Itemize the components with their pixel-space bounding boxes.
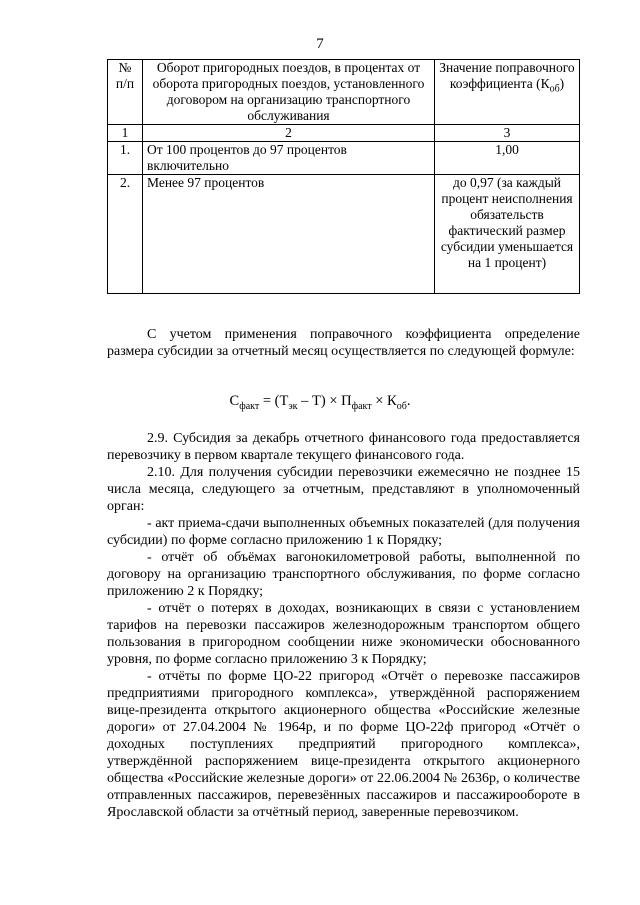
row-num: 2. bbox=[108, 175, 143, 294]
table-header-row bbox=[108, 60, 580, 125]
coefficient-table bbox=[107, 59, 580, 294]
list-item: - отчёт об объёмах вагонокилометровой работы, выполненной по договору на организацию транспортного обслуживания, по форме согласно приложению 2 к Порядку; bbox=[107, 550, 580, 599]
list-item: - акт приема-сдачи выполненных объемных показателей (для получения субсидии) по форме согласно приложению 1 к Порядку; bbox=[107, 516, 580, 548]
formula-eq: = (Т bbox=[259, 393, 289, 409]
formula-c: С bbox=[229, 393, 240, 409]
formula-k-sub: об bbox=[396, 400, 407, 412]
header-turnover: Оборот пригородных поездов, в процентах от оборота пригородных поездов, установленного договором на организацию транспортного обслуживания bbox=[143, 60, 435, 125]
list-item: - отчёт о потерях в доходах, возникающих в связи с установлением тарифов на перевозки пассажиров железнодорожным транспортом общего пользования в пригородном сообщении ниже экономически обоснованного уровня, по форме согласно приложению 3 к Порядку; bbox=[107, 601, 580, 667]
header-coefficient-sub: об bbox=[549, 83, 560, 95]
table-index-row bbox=[108, 125, 580, 142]
row-turnover: Менее 97 процентов bbox=[143, 175, 435, 294]
index-cell: 1 bbox=[108, 125, 143, 142]
header-coefficient-text: Значение поправочного коэффициента (К bbox=[439, 60, 575, 91]
page-number: 7 bbox=[316, 36, 324, 52]
paragraph-2-9: 2.9. Субсидия за декабрь отчетного финансового года предоставляется перевозчику в первом квартале текущего финансового года. bbox=[107, 431, 580, 463]
paragraph-2-10: 2.10. Для получения субсидии перевозчики ежемесячно не позднее 15 числа месяца, следующего за отчетным, представляют в уполномоченный орган: bbox=[107, 465, 580, 514]
formula-end: . bbox=[406, 393, 411, 409]
row-num: 1. bbox=[108, 142, 143, 175]
main-text bbox=[107, 430, 580, 821]
formula-minus: – Т) × П bbox=[297, 393, 352, 409]
header-coefficient bbox=[435, 60, 580, 125]
formula-t-sub: эк bbox=[288, 400, 298, 412]
list-item: - отчёты по форме ЦО-22 пригород «Отчёт о перевозке пассажиров предприятиями пригородного комплекса», утверждённой распоряжением вице-президента открытого акционерного общества «Российские железные дороги» от 27.04.2004 № 1964р, и по форме ЦО-22ф пригород «Отчёт о доходных поступлениях предприятий пригородного комплекса», утверждённой распоряжением вице-президента открытого акционерного общества «Российские железные дороги» от 22.06.2004 № 2636р, о количестве отправленных пассажиров, перевезённых пассажиров и пассажирообороте в Ярославской области за отчётный период, заверенные перевозчиком. bbox=[107, 669, 580, 820]
table-row bbox=[108, 142, 580, 175]
index-cell: 3 bbox=[435, 125, 580, 142]
formula-p-sub: факт bbox=[351, 400, 372, 412]
header-coefficient-close: ) bbox=[559, 76, 565, 91]
intro-paragraph: С учетом применения поправочного коэффициента определение размера субсидии за отчетный месяц осуществляется по следующей формуле: bbox=[107, 327, 580, 359]
index-cell: 2 bbox=[143, 125, 435, 142]
header-num: № п/п bbox=[108, 60, 143, 125]
intro-block bbox=[107, 326, 580, 360]
formula-c-sub: факт bbox=[239, 400, 260, 412]
row-turnover: От 100 процентов до 97 процентов включительно bbox=[143, 142, 435, 175]
row-value: до 0,97 (за каждый процент неисполнения обязательств фактический размер субсидии уменьшается на 1 процент) bbox=[435, 175, 580, 294]
table-row bbox=[108, 175, 580, 294]
row-value: 1,00 bbox=[435, 142, 580, 175]
formula-times: × К bbox=[371, 393, 397, 409]
formula bbox=[0, 393, 640, 412]
